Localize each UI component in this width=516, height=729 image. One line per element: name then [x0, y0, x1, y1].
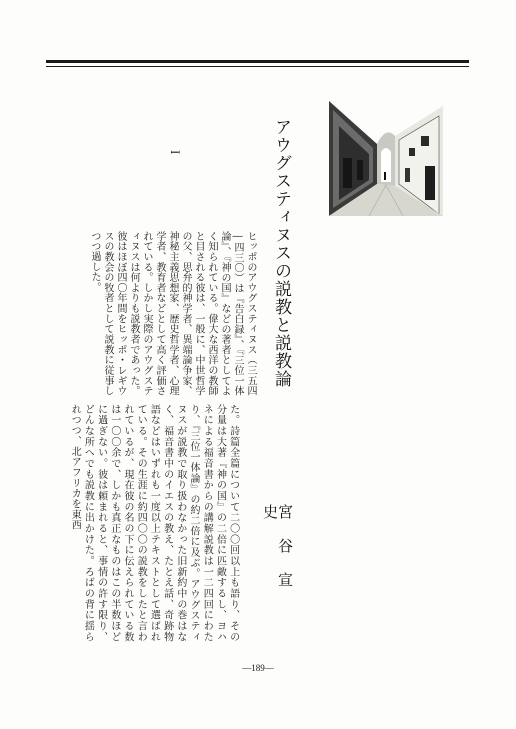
section-heading: I — [168, 150, 183, 155]
header-rule-thin — [46, 66, 469, 67]
body-text-paragraph-1: ヒッポのアウグスティヌス（三五四―四三〇）は『告白録』、『三位一体論』、『神の国』などの著者としてよく知られている。偉大な西洋の教師と目される彼は、一般に、中世哲学の父、思弁的神学者、異端論争家、神秘主義思想家、歴史哲学者、心理学者、教育者などとして高く評価されている。しかし実際のアウグスティヌスは何よりも説教者であった。彼はほぼ四〇年間をヒッポ・レギウスの教会の牧者として説教に従事しつつ過した。 — [89, 231, 256, 396]
article-author: 宮谷宣史 — [261, 504, 294, 606]
page-number: —189— — [242, 663, 274, 673]
street-photo-icon — [329, 96, 443, 216]
article-title: アウグスティヌスの説教と説教論 — [271, 118, 291, 388]
header-rule-thick — [46, 60, 469, 63]
body-text-paragraph-2: た。詩篇全篇について二〇〇回以上も語り、その分量は大著『神の国』の二倍に匹敵するし、ヨハネによる福音書からの講解説教は一二四回にわたり、『三位一体論』の約二倍に及ぶ。アウグスティヌスが説教で取り扱わなかった旧新約中の巻はなく、福音書中のイエスの教え、たとえ話、奇跡物語などはいずれも一度以上テキストとして選ばれている。その生涯に約四〇〇の説教をしたと言われているが、現在彼の名の下に伝えられている数は一〇〇余で、しかも真正なものはこの半数ほどに過ぎない。彼は頼まれると、事情の許す限り、どんな所へでも説教に出かけた。ろばの背に揺られつつ、北アフリカを東西 — [69, 404, 239, 642]
